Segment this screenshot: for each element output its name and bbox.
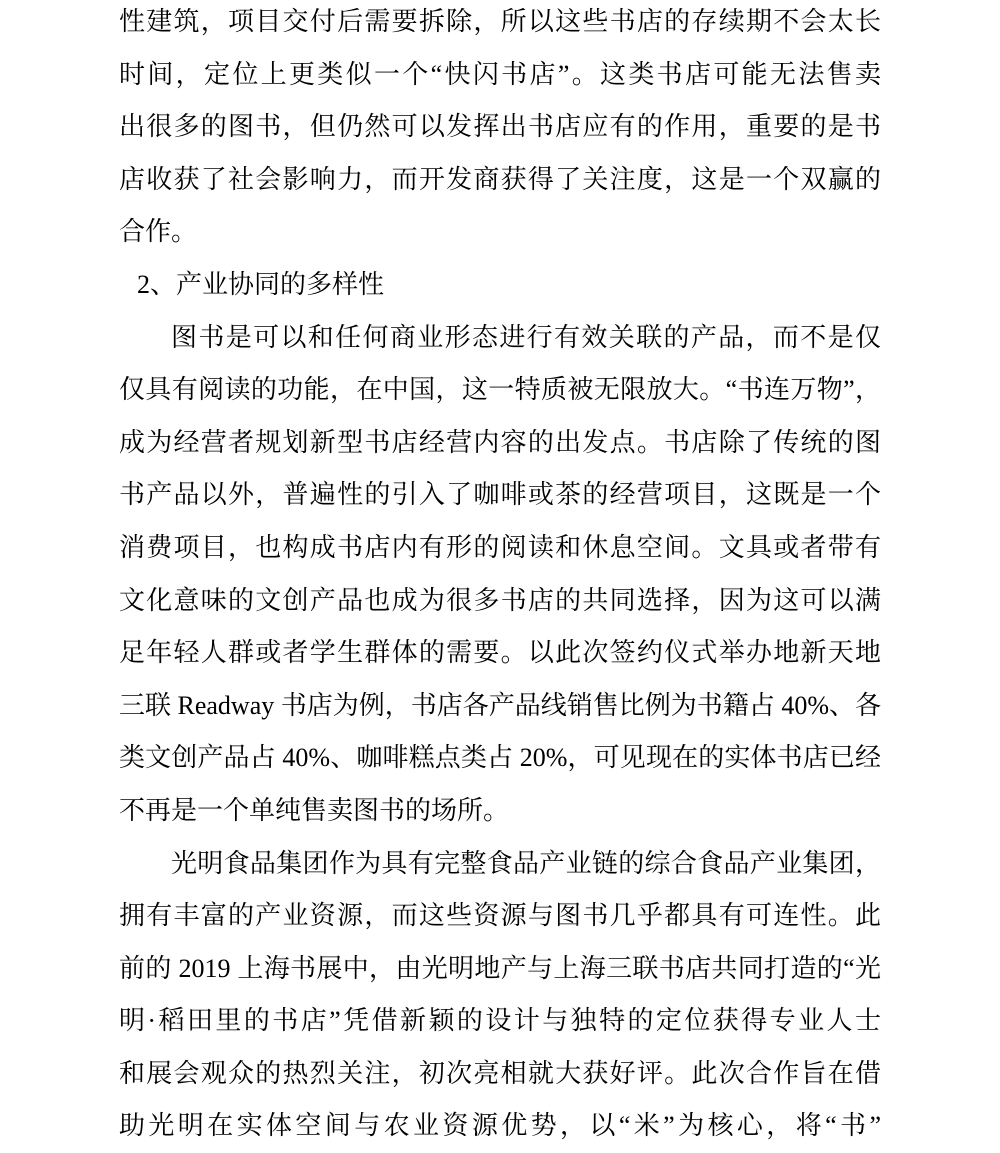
text-line: 消费项目，也构成书店内有形的阅读和休息空间。文具或者带有 — [119, 532, 881, 562]
paragraph-start-line: 图书是可以和任何商业形态进行有效关联的产品，而不是仅 — [171, 322, 881, 352]
text-line: 拥有丰富的产业资源，而这些资源与图书几乎都具有可连性。此 — [119, 901, 881, 931]
text-line: 类文创产品占 40%、咖啡糕点类占 20%，可见现在的实体书店已经 — [119, 743, 881, 773]
text-line: 店收获了社会影响力，而开发商获得了关注度，这是一个双赢的 — [119, 164, 881, 194]
text-line: 书产品以外，普遍性的引入了咖啡或茶的经营项目，这既是一个 — [119, 480, 881, 510]
section-heading: 2、产业协同的多样性 — [137, 269, 385, 299]
text-column — [119, 0, 881, 1153]
text-line: 成为经营者规划新型书店经营内容的出发点。书店除了传统的图 — [119, 427, 881, 457]
text-line: 时间，定位上更类似一个“快闪书店”。这类书店可能无法售卖 — [119, 59, 881, 89]
paragraph-end-line: 不再是一个单纯售卖图书的场所。 — [119, 795, 510, 825]
paragraph-start-line: 光明食品集团作为具有完整食品产业链的综合食品产业集团， — [171, 848, 881, 878]
text-line: 和展会观众的热烈关注，初次亮相就大获好评。此次合作旨在借 — [119, 1058, 881, 1088]
text-line: 前的 2019 上海书展中，由光明地产与上海三联书店共同打造的“光 — [119, 953, 881, 983]
text-line: 三联 Readway 书店为例，书店各产品线销售比例为书籍占 40%、各 — [119, 690, 881, 720]
paragraph-end-line: 合作。 — [119, 217, 198, 247]
text-line: 仅具有阅读的功能，在中国，这一特质被无限放大。“书连万物”， — [119, 375, 881, 405]
text-line: 文化意味的文创产品也成为很多书店的共同选择，因为这可以满 — [119, 585, 881, 615]
text-line: 明·稻田里的书店”凭借新颖的设计与独特的定位获得专业人士 — [119, 1006, 881, 1036]
text-line: 出很多的图书，但仍然可以发挥出书店应有的作用，重要的是书 — [119, 112, 881, 142]
text-line: 足年轻人群或者学生群体的需要。以此次签约仪式举办地新天地 — [119, 638, 881, 668]
text-line: 助光明在实体空间与农业资源优势，以“米”为核心，将“书” — [119, 1111, 881, 1141]
text-line: 性建筑，项目交付后需要拆除，所以这些书店的存续期不会太长 — [119, 7, 881, 36]
